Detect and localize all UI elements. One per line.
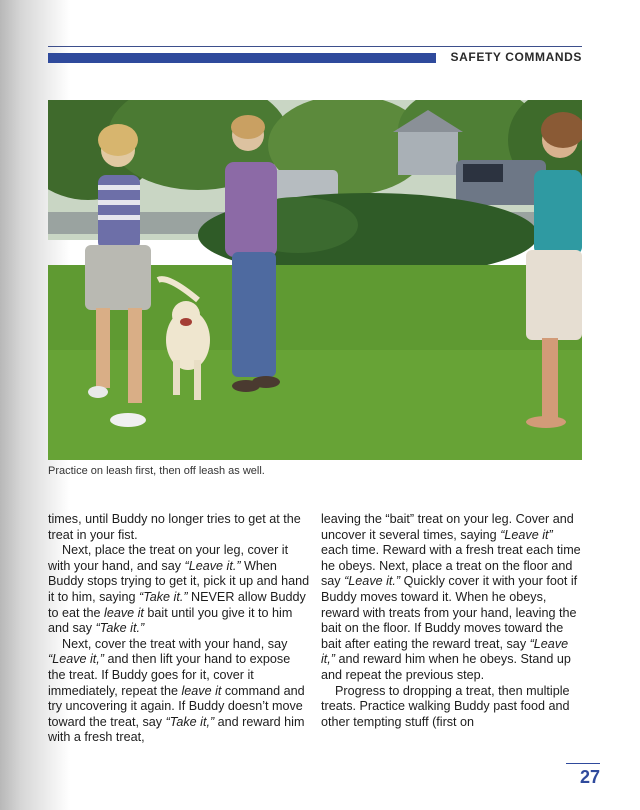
header-rule (48, 46, 582, 47)
paragraph (48, 637, 310, 746)
italic-text: “Take it,” (165, 714, 215, 729)
text-run: leaving the “bait” treat on your leg. Cover and uncover it several times, saying (321, 512, 574, 542)
text-run: and reward him when he obeys. Stand up and repeat the previous step. (321, 652, 571, 682)
italic-text: “Leave it.” (344, 574, 401, 589)
page-number-rule (566, 763, 600, 764)
header-color-bar (48, 53, 436, 63)
text-run: NEVER allow Buddy to eat the (48, 589, 306, 620)
text-column-right (321, 512, 583, 730)
text-run: Progress to dropping a treat, then multiple treats. Practice walking Buddy past food and other tempting stuff (first on (321, 683, 570, 729)
italic-text: “Leave it,” (321, 636, 569, 667)
section-title: SAFETY COMMANDS (450, 50, 582, 64)
text-run: and then lift your hand to expose the treat. If Buddy goes for it, cover it immediately, repeat the (48, 652, 291, 698)
text-run: times, until Buddy no longer tries to get at the treat in your fist. (48, 512, 301, 542)
photo-caption: Practice on leash first, then off leash as well. (48, 465, 265, 477)
text-run: each time. Reward with a fresh treat each time he obeys. Next, place a treat on the floor and say (321, 543, 581, 589)
text-run: bait until you give it to him and say (48, 605, 293, 636)
italic-text: “Take it.” (95, 621, 145, 636)
text-run: and reward him with a fresh treat, (48, 714, 305, 745)
page-number: 27 (579, 767, 600, 787)
italic-text: “Leave it” (500, 527, 553, 542)
italic-text: “Leave it,” (48, 652, 104, 667)
text-run: Quickly cover it with your foot if Buddy moves toward it. When he obeys, reward with treats from your hand, leaving the bait on the floor. If Buddy moves toward the bait after eating the reward treat, say (321, 574, 578, 651)
text-run: When Buddy stops trying to get it, pick it up and hand it to him, saying (48, 558, 310, 604)
italic-text: leave it (104, 605, 144, 620)
text-run: command and try uncovering it again. If Buddy doesn’t move toward the treat, say (48, 683, 305, 729)
training-photo (48, 100, 582, 460)
paragraph (321, 684, 583, 731)
italic-text: “Take it.” (139, 589, 188, 604)
paragraph (48, 543, 310, 637)
italic-text: leave it (181, 683, 222, 698)
italic-text: “Leave it.” (184, 558, 241, 573)
text-run: Next, place the treat on your leg, cover it with your hand, and say (48, 543, 289, 573)
text-run: Next, cover the treat with your hand, say (62, 636, 288, 651)
paragraph (48, 512, 310, 543)
text-column-left (48, 512, 310, 746)
paragraph (321, 512, 583, 684)
